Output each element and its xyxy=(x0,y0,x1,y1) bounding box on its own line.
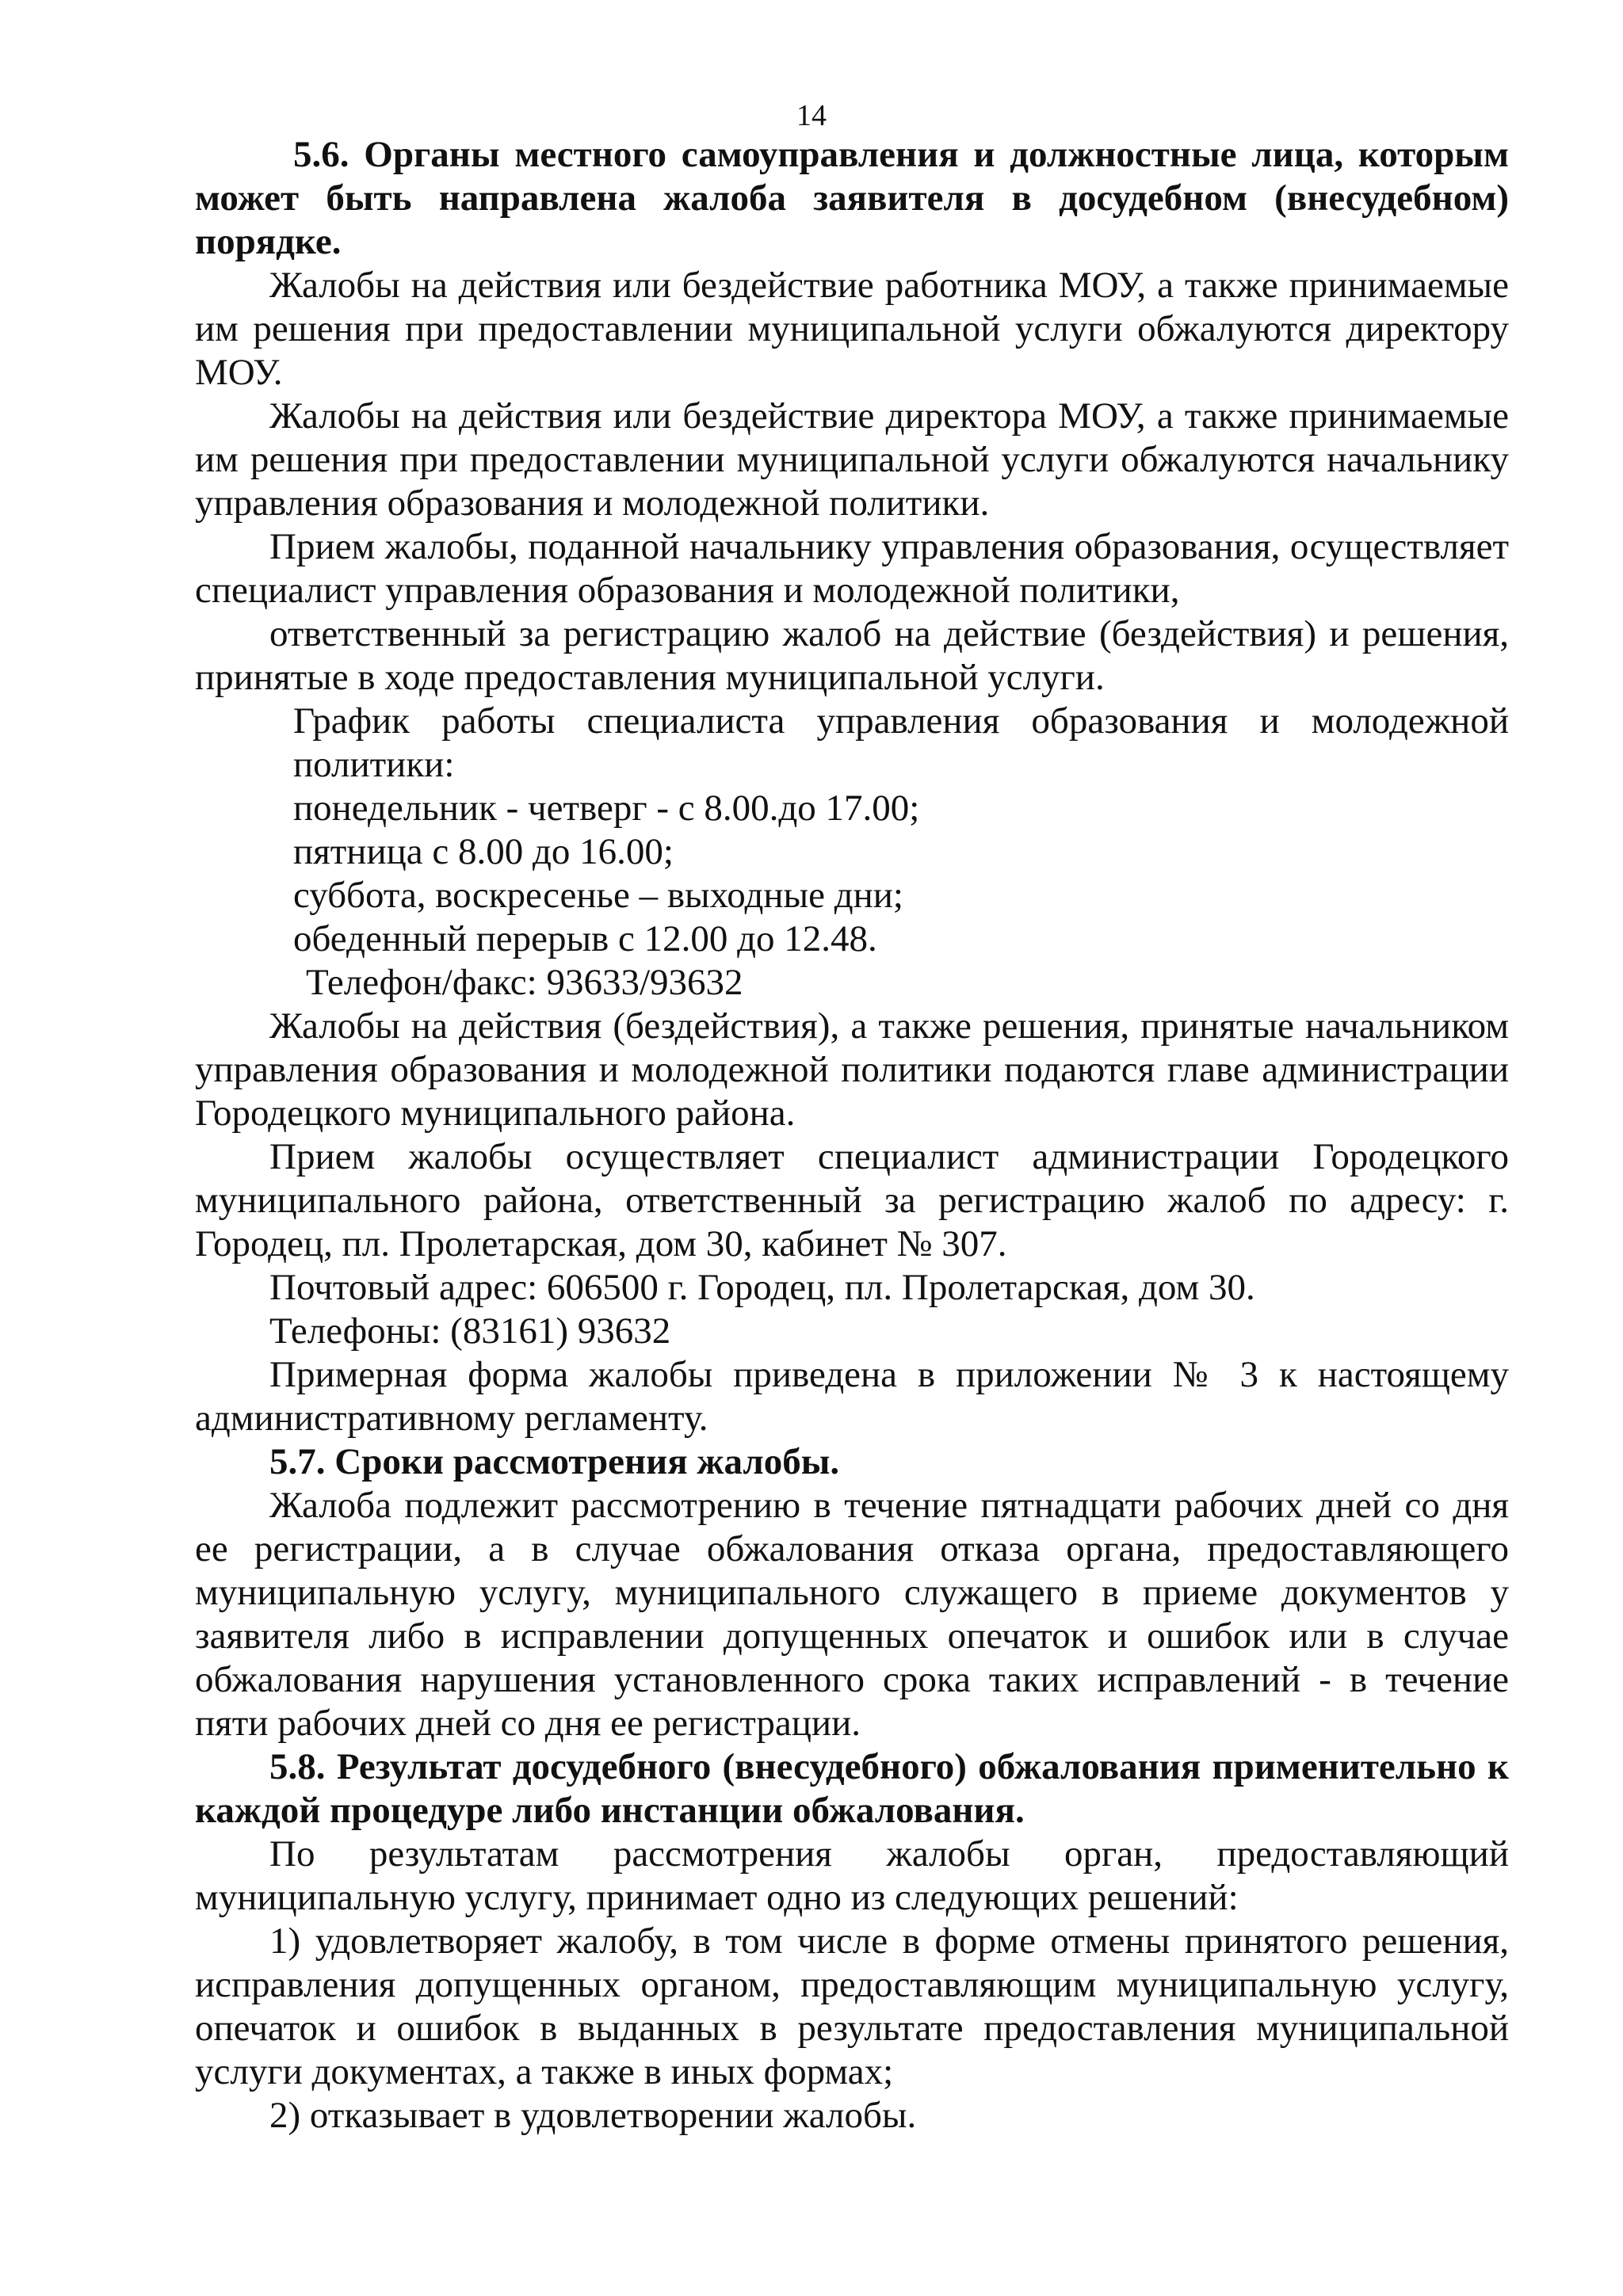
page-number: 14 xyxy=(796,99,827,132)
paragraph: По результатам рассмотрения жалобы орган, предоставляющий муниципальную услугу, принимает одно из следующих решений: xyxy=(195,1833,1509,1918)
section-5-7-heading: 5.7. Сроки рассмотрения жалобы. xyxy=(269,1441,840,1482)
schedule-line: обеденный перерыв с 12.00 до 12.48. xyxy=(293,918,877,959)
paragraph: Примерная форма жалобы приведена в приложении № 3 к настоящему административному регламенту. xyxy=(195,1354,1509,1439)
paragraph: Телефоны: (83161) 93632 xyxy=(269,1310,671,1352)
schedule-line: понедельник - четверг - с 8.00.до 17.00; xyxy=(293,788,920,829)
document-body xyxy=(195,133,1509,2138)
paragraph: Прием жалобы, поданной начальнику управления образования, осуществляет специалист управления образования и молодежной политики, xyxy=(195,526,1509,611)
paragraph: Прием жалобы осуществляет специалист администрации Городецкого муниципального района, ответственный за регистрацию жалоб по адресу: г. Городец, пл. Пролетарская, дом 30, кабинет № 307. xyxy=(195,1136,1509,1264)
paragraph: Жалоба подлежит рассмотрению в течение пятнадцати рабочих дней со дня ее регистрации, а в случае обжалования отказа органа, предоставляющего муниципальную услугу, муниципального служащего в приеме документов у заявителя либо в исправлении допущенных опечаток и ошибок или в случае обжалования нарушения установленного срока таких исправлений - в течение пяти рабочих дней со дня ее регистрации. xyxy=(195,1485,1509,1744)
paragraph: Жалобы на действия или бездействие работника МОУ, а также принимаемые им решения при предоставлении муниципальной услуги обжалуются директору МОУ. xyxy=(195,265,1509,393)
schedule-line: пятница с 8.00 до 16.00; xyxy=(293,831,674,872)
paragraph: 2) отказывает в удовлетворении жалобы. xyxy=(269,2095,917,2136)
paragraph: Жалобы на действия или бездействие директора МОУ, а также принимаемые им решения при предоставлении муниципальной услуги обжалуются начальнику управления образования и молодежной политики. xyxy=(195,395,1509,524)
schedule-phone: Телефон/факс: 93633/93632 xyxy=(306,962,743,1003)
paragraph: Почтовый адрес: 606500 г. Городец, пл. Пролетарская, дом 30. xyxy=(269,1267,1255,1308)
paragraph: 1) удовлетворяет жалобу, в том числе в форме отмены принятого решения, исправления допущенных органом, предоставляющим муниципальную услугу, опечаток и ошибок в выданных в результате предоставления муниципальной услуги документах, а также в иных формах; xyxy=(195,1920,1509,2092)
schedule-line: политики: xyxy=(293,744,455,785)
paragraph: Жалобы на действия (бездействия), а также решения, принятые начальником управления образования и молодежной политики подаются главе администрации Городецкого муниципального района. xyxy=(195,1005,1509,1134)
work-schedule xyxy=(195,700,1509,1005)
section-5-6-heading: 5.6. Органы местного самоуправления и должностные лица, которым может быть направлена жалоба заявителя в досудебном (внесудебном) порядке. xyxy=(195,134,1509,262)
schedule-line: График работы специалиста управления образования и молодежной xyxy=(293,700,1509,742)
section-5-8-heading: 5.8. Результат досудебного (внесудебного) обжалования применительно к каждой процедуре либо инстанции обжалования. xyxy=(195,1746,1509,1831)
schedule-line: суббота, воскресенье – выходные дни; xyxy=(293,875,903,916)
paragraph: ответственный за регистрацию жалоб на действие (бездействия) и решения, принятые в ходе предоставления муниципальной услуги. xyxy=(195,613,1509,698)
